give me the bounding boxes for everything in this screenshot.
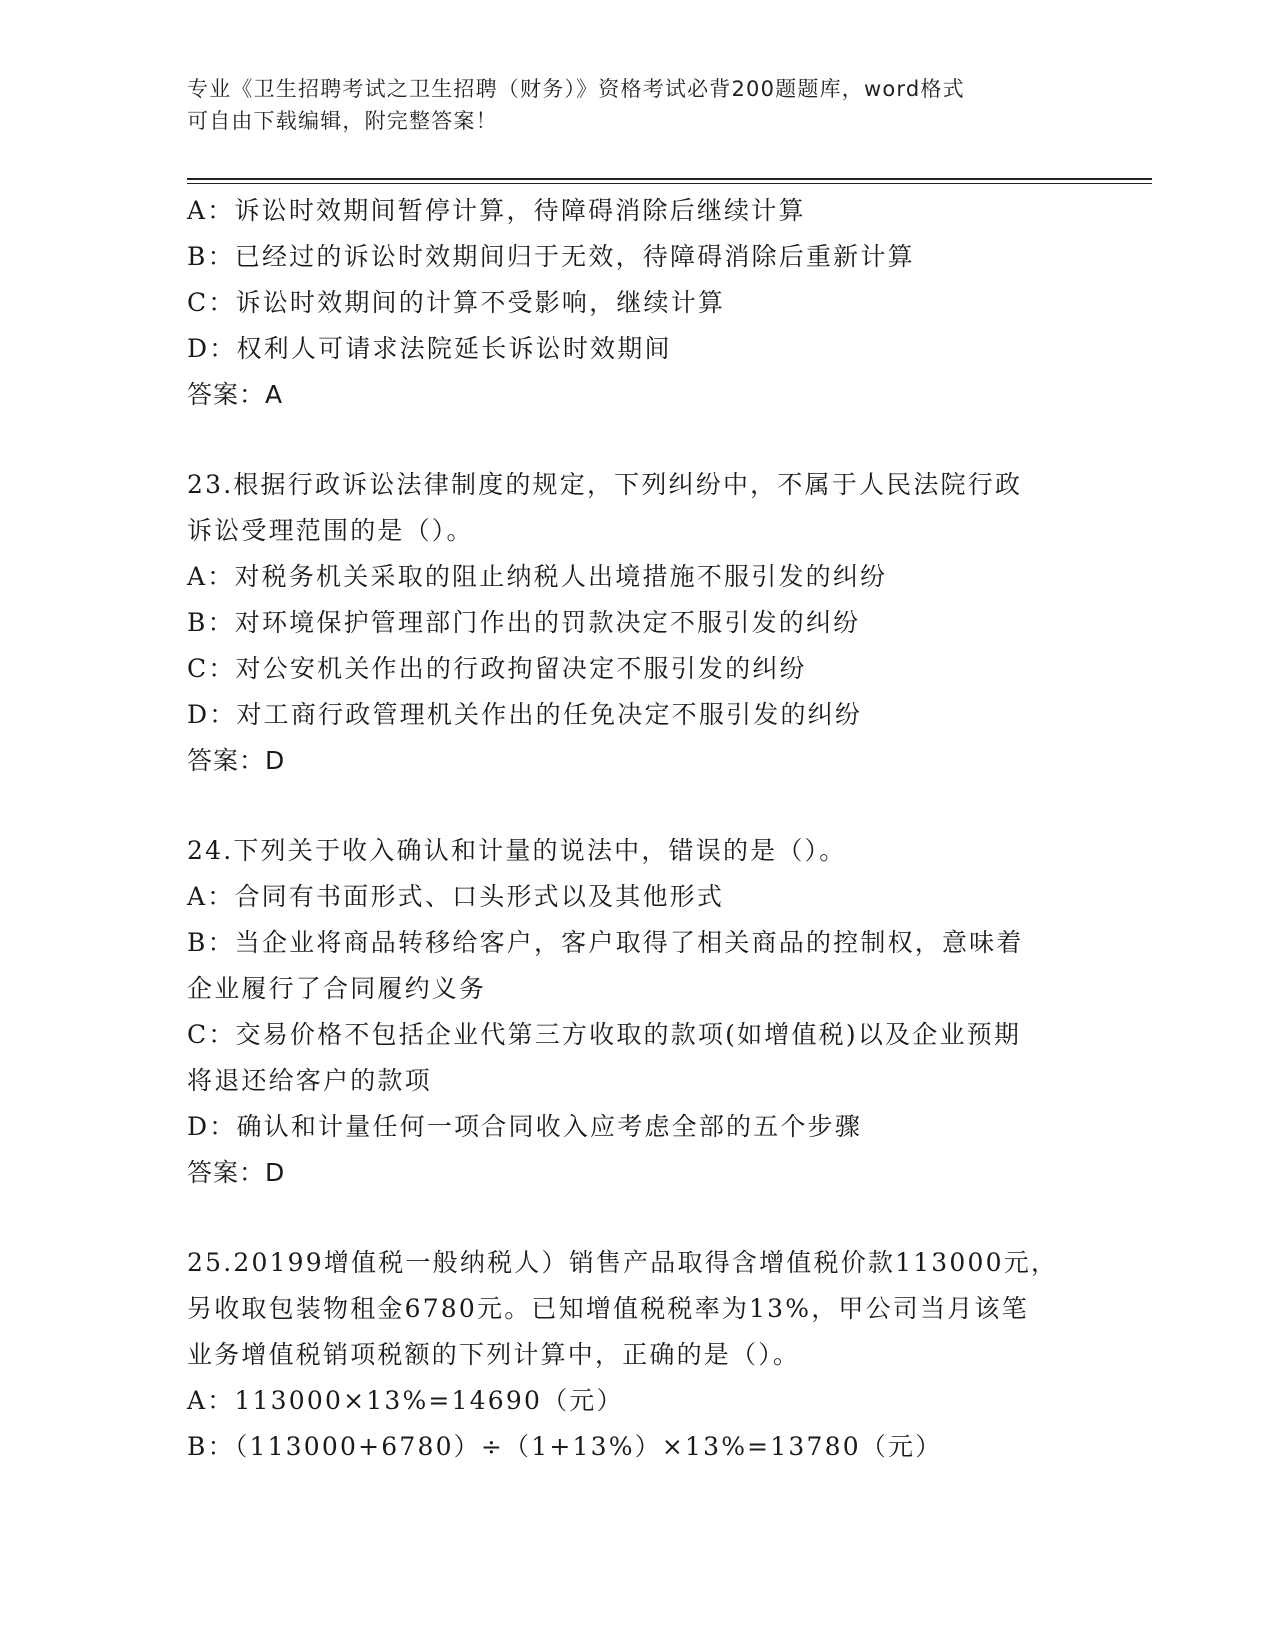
q23-stem-line-2: 诉讼受理范围的是（）。 bbox=[187, 516, 474, 545]
q23-option-d: D：对工商行政管理机关作出的任免决定不服引发的纠纷 bbox=[187, 700, 863, 729]
q24-option-a: A：合同有书面形式、口头形式以及其他形式 bbox=[187, 882, 725, 911]
q24-stem-line-1: 24.下列关于收入确认和计量的说法中，错误的是（）。 bbox=[187, 836, 847, 865]
q24-option-c-line-1: C：交易价格不包括企业代第三方收取的款项(如增值税)以及企业预期 bbox=[187, 1020, 1022, 1049]
q24-option-b-line-1: B：当企业将商品转移给客户，客户取得了相关商品的控制权，意味着 bbox=[187, 928, 1024, 957]
q22-option-a: A：诉讼时效期间暂停计算，待障碍消除后继续计算 bbox=[187, 196, 806, 225]
q22-option-d: D：权利人可请求法院延长诉讼时效期间 bbox=[187, 334, 672, 363]
question-24 bbox=[187, 828, 1087, 1196]
header-divider-thin bbox=[187, 183, 1152, 184]
document-body bbox=[187, 188, 1087, 1470]
q22-option-b: B：已经过的诉讼时效期间归于无效，待障碍消除后重新计算 bbox=[187, 242, 915, 271]
q23-option-a: A：对税务机关采取的阻止纳税人出境措施不服引发的纠纷 bbox=[187, 562, 888, 591]
header-divider-thick bbox=[187, 178, 1152, 180]
q24-option-b-line-2: 企业履行了合同履约义务 bbox=[187, 974, 487, 1003]
q23-answer: 答案：D bbox=[187, 746, 286, 775]
question-23 bbox=[187, 462, 1087, 784]
spacer bbox=[187, 784, 1087, 828]
header-title-line-2: 可自由下载编辑，附完整答案！ bbox=[187, 109, 498, 133]
q24-answer: 答案：D bbox=[187, 1158, 286, 1187]
q23-option-b: B：对环境保护管理部门作出的罚款决定不服引发的纠纷 bbox=[187, 608, 861, 637]
q25-stem-line-3: 业务增值税销项税额的下列计算中，正确的是（）。 bbox=[187, 1340, 801, 1369]
q22-option-c: C：诉讼时效期间的计算不受影响，继续计算 bbox=[187, 288, 726, 317]
spacer bbox=[187, 418, 1087, 462]
q23-stem-line-1: 23.根据行政诉讼法律制度的规定，下列纠纷中，不属于人民法院行政 bbox=[187, 470, 1023, 499]
q24-option-c-line-2: 将退还给客户的款项 bbox=[187, 1066, 432, 1095]
q25-stem-line-1: 25.20199增值税一般纳税人）销售产品取得含增值税价款113000元， bbox=[187, 1248, 1059, 1277]
q22-answer: 答案：A bbox=[187, 380, 284, 409]
q25-option-b: B：（113000+6780）÷（1+13%）×13%=13780（元） bbox=[187, 1432, 943, 1461]
q23-option-c: C：对公安机关作出的行政拘留决定不服引发的纠纷 bbox=[187, 654, 807, 683]
document-header bbox=[187, 73, 1087, 137]
q25-option-a: A：113000×13%=14690（元） bbox=[187, 1386, 624, 1415]
question-22 bbox=[187, 188, 1087, 418]
q24-option-d: D：确认和计量任何一项合同收入应考虑全部的五个步骤 bbox=[187, 1112, 863, 1141]
spacer bbox=[187, 1196, 1087, 1240]
q25-stem-line-2: 另收取包装物租金6780元。已知增值税税率为13%，甲公司当月该笔 bbox=[187, 1294, 1029, 1323]
question-25 bbox=[187, 1240, 1087, 1470]
header-title-line-1: 专业《卫生招聘考试之卫生招聘（财务）》资格考试必背200题题库，word格式 bbox=[187, 77, 965, 101]
